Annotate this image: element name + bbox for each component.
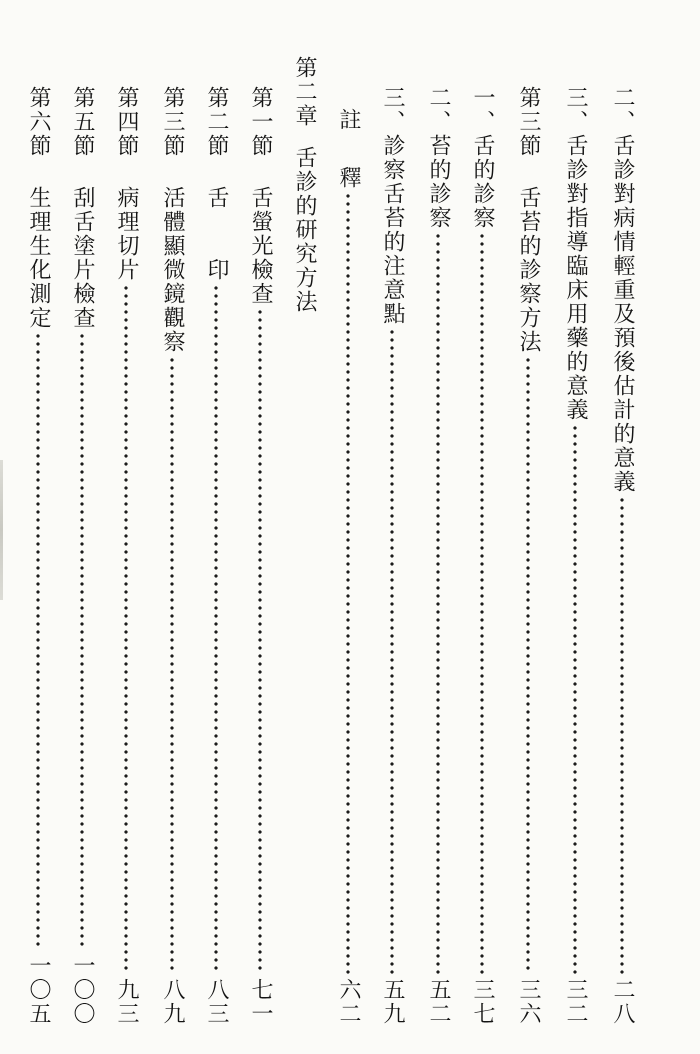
dot-leader: [124, 284, 128, 974]
toc-entry: [508, 86, 548, 1026]
toc-entry: [152, 86, 192, 1026]
dot-leader: [436, 232, 440, 974]
page-number: 二八: [610, 978, 635, 1026]
toc-entry: [555, 86, 595, 1026]
page-number: 七一: [248, 978, 273, 1026]
dot-leader: [526, 356, 530, 974]
page-number: 一〇五: [26, 954, 51, 1026]
dot-leader: [390, 328, 394, 974]
chapter-title: 舌診的研究方法: [292, 146, 317, 314]
entry-title: 三、舌診對指導臨床用藥的意義: [563, 86, 588, 422]
dot-leader: [36, 332, 40, 950]
page-number: 六二: [336, 978, 361, 1026]
entry-title: 舌螢光檢查: [248, 186, 273, 306]
section-label: 第五節: [70, 86, 95, 158]
page-number: 八九: [160, 978, 185, 1026]
entry-title: 舌 印: [204, 186, 229, 282]
page-number: 五二: [426, 978, 451, 1026]
dot-leader: [258, 308, 262, 974]
entry-title: 生理生化測定: [26, 186, 51, 330]
toc-entry: [18, 86, 58, 1026]
toc-entry: [328, 108, 368, 1026]
toc-entry: [418, 86, 458, 1026]
page-number: 三二: [563, 978, 588, 1026]
toc-entry: [106, 86, 146, 1026]
page-number: 三七: [470, 978, 495, 1026]
entry-title: 舌苔的診察方法: [516, 186, 541, 354]
entry-title: 病理切片: [114, 186, 139, 282]
scan-edge-shadow: [0, 460, 3, 600]
entry-title: 一、舌的診察: [470, 86, 495, 230]
chapter-heading: [284, 56, 324, 356]
chapter-label: 第二章: [292, 56, 317, 128]
section-label: 第三節: [516, 86, 541, 158]
dot-leader: [573, 424, 577, 974]
entry-title: 二、舌診對病情輕重及預後估計的意義: [610, 86, 635, 494]
toc-entry: [240, 86, 280, 1026]
section-label: 第四節: [114, 86, 139, 158]
section-label: 註: [336, 108, 361, 132]
section-label: 第一節: [248, 86, 273, 158]
page-number: 五九: [380, 978, 405, 1026]
dot-leader: [480, 232, 484, 974]
toc-entry: [602, 86, 642, 1026]
section-label: 第六節: [26, 86, 51, 158]
entry-title: 刮舌塗片檢查: [70, 186, 95, 330]
dot-leader: [170, 356, 174, 974]
section-label: 第三節: [160, 86, 185, 158]
section-label: 第二節: [204, 86, 229, 158]
page-number: 三六: [516, 978, 541, 1026]
entry-title: 二、苔的診察: [426, 86, 451, 230]
page-number: 一〇〇: [70, 954, 95, 1026]
toc-entry: [462, 86, 502, 1026]
page-number: 八三: [204, 978, 229, 1026]
dot-leader: [620, 496, 624, 974]
toc-entry: [196, 86, 236, 1026]
entry-title: 活體顯微鏡觀察: [160, 186, 185, 354]
entry-title: 三、診察舌苔的注意點: [380, 86, 405, 326]
page-number: 九三: [114, 978, 139, 1026]
dot-leader: [346, 192, 350, 974]
toc-entry: [62, 86, 102, 1026]
toc-entry: [372, 86, 412, 1026]
entry-title: 釋: [336, 166, 361, 190]
dot-leader: [214, 284, 218, 974]
dot-leader: [80, 332, 84, 950]
